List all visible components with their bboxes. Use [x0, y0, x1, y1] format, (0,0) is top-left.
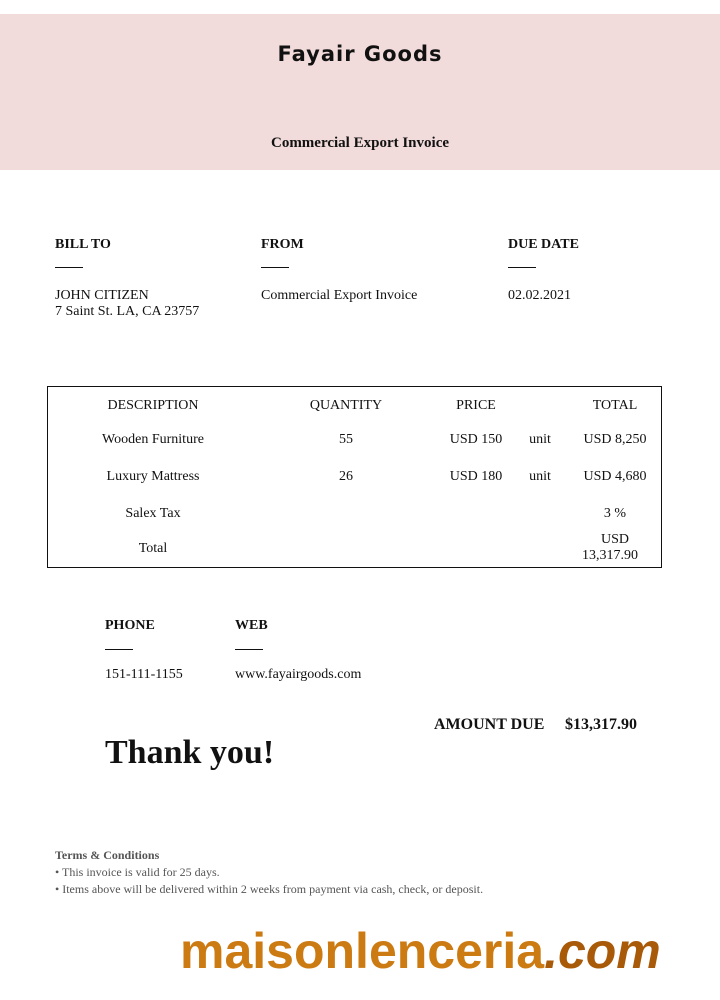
row-total: USD 4,680 [583, 469, 647, 484]
row-quantity: 26 [339, 469, 353, 484]
from-rule [261, 267, 289, 268]
header-total: TOTAL [592, 398, 638, 413]
total-label: Total [138, 541, 168, 556]
header-quantity: QUANTITY [309, 398, 383, 413]
due-date-rule [508, 267, 536, 268]
bill-to-label: BILL TO [55, 237, 111, 252]
items-table [47, 386, 662, 568]
row-unit: unit [529, 432, 551, 447]
row-price: USD 180 [449, 469, 503, 484]
header-price: PRICE [456, 398, 496, 413]
watermark [180, 922, 710, 980]
amount-due-value: $13,317.90 [565, 716, 637, 733]
row-unit: unit [529, 469, 551, 484]
row-total: USD 8,250 [583, 432, 647, 447]
watermark-suffix: .com [544, 923, 661, 979]
total-value-currency: USD [600, 532, 630, 547]
total-value-amount: 13,317.90 [582, 548, 638, 563]
from-value: Commercial Export Invoice [261, 288, 418, 303]
amount-due-label: AMOUNT DUE [434, 716, 545, 733]
web-rule [235, 649, 263, 650]
terms-line: • This invoice is valid for 25 days. [55, 865, 220, 879]
row-price: USD 150 [449, 432, 503, 447]
terms-line: • Items above will be delivered within 2 weeks from payment via cash, check, or deposit. [55, 882, 484, 896]
tax-value: 3 % [603, 506, 627, 521]
web-label: WEB [235, 618, 268, 633]
bill-to-name: JOHN CITIZEN [55, 288, 149, 303]
due-date-value: 02.02.2021 [508, 288, 571, 303]
watermark-main: maisonlenceria [180, 923, 545, 979]
bill-to-rule [55, 267, 83, 268]
row-description: Wooden Furniture [102, 432, 204, 447]
terms-title: Terms & Conditions [55, 848, 160, 862]
phone-value: 151-111-1155 [105, 667, 183, 682]
phone-rule [105, 649, 133, 650]
tax-label: Salex Tax [125, 506, 181, 521]
phone-label: PHONE [105, 618, 155, 633]
document-title: Commercial Export Invoice [270, 135, 450, 151]
thank-you-message: Thank you! [105, 734, 275, 771]
due-date-label: DUE DATE [508, 237, 579, 252]
web-link[interactable]: www.fayairgoods.com [235, 667, 362, 682]
row-quantity: 55 [339, 432, 353, 447]
from-label: FROM [261, 237, 304, 252]
bill-to-address: 7 Saint St. LA, CA 23757 [55, 304, 200, 319]
row-description: Luxury Mattress [106, 469, 200, 484]
header-description: DESCRIPTION [107, 398, 199, 413]
company-name: Fayair Goods [277, 42, 443, 66]
